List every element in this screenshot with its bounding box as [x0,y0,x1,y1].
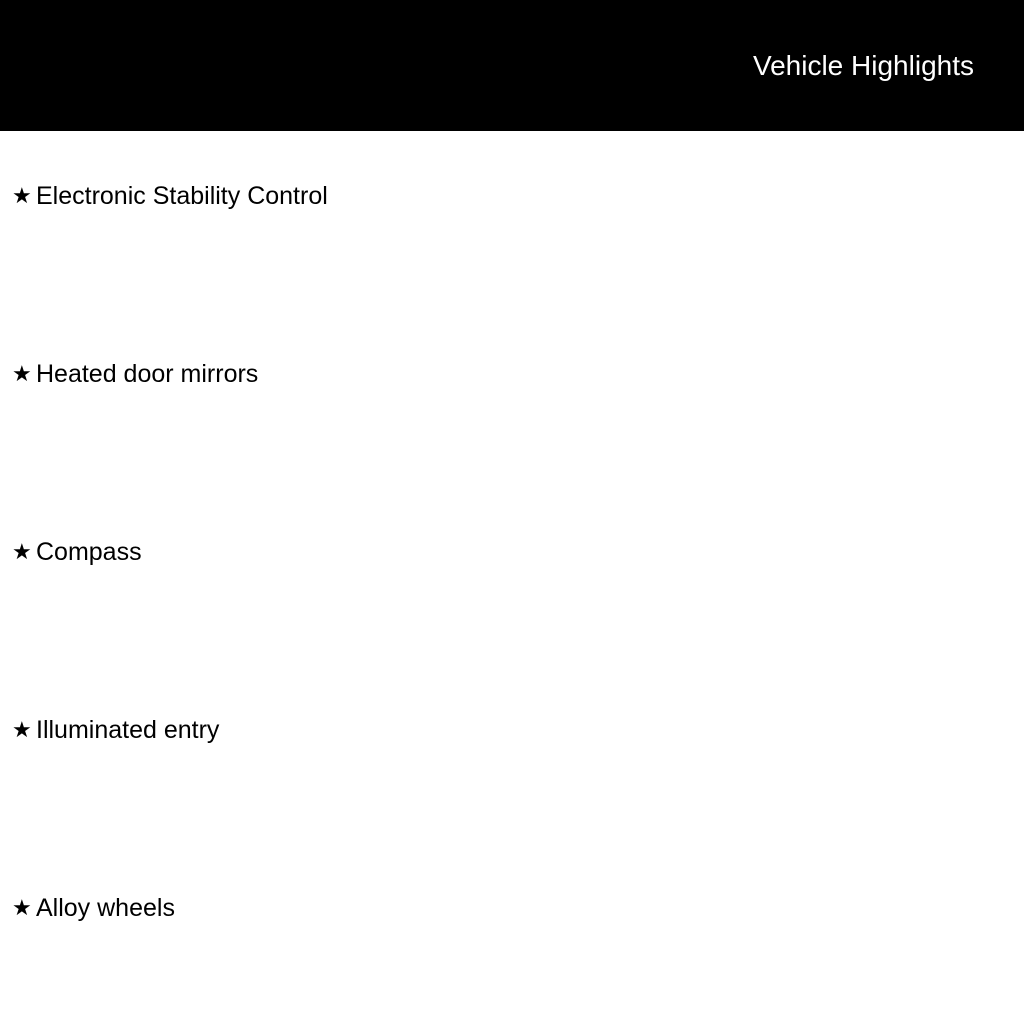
star-bullet-icon: ★ [12,895,32,920]
feature-label: Compass [36,538,142,566]
feature-label: Heated door mirrors [36,360,259,388]
list-item [0,665,1024,843]
star-bullet-icon: ★ [12,539,32,564]
list-item [0,487,1024,665]
header-bar [0,0,1024,131]
star-bullet-icon: ★ [12,717,32,742]
list-item [0,131,1024,309]
list-item [0,309,1024,487]
feature-list [0,131,1024,1021]
star-bullet-icon: ★ [12,361,32,386]
star-bullet-icon: ★ [12,183,32,208]
page-title: Vehicle Highlights [752,50,974,81]
feature-label: Alloy wheels [36,894,175,922]
feature-label: Illuminated entry [36,716,220,744]
list-item [0,843,1024,1021]
feature-label: Electronic Stability Control [36,182,328,210]
